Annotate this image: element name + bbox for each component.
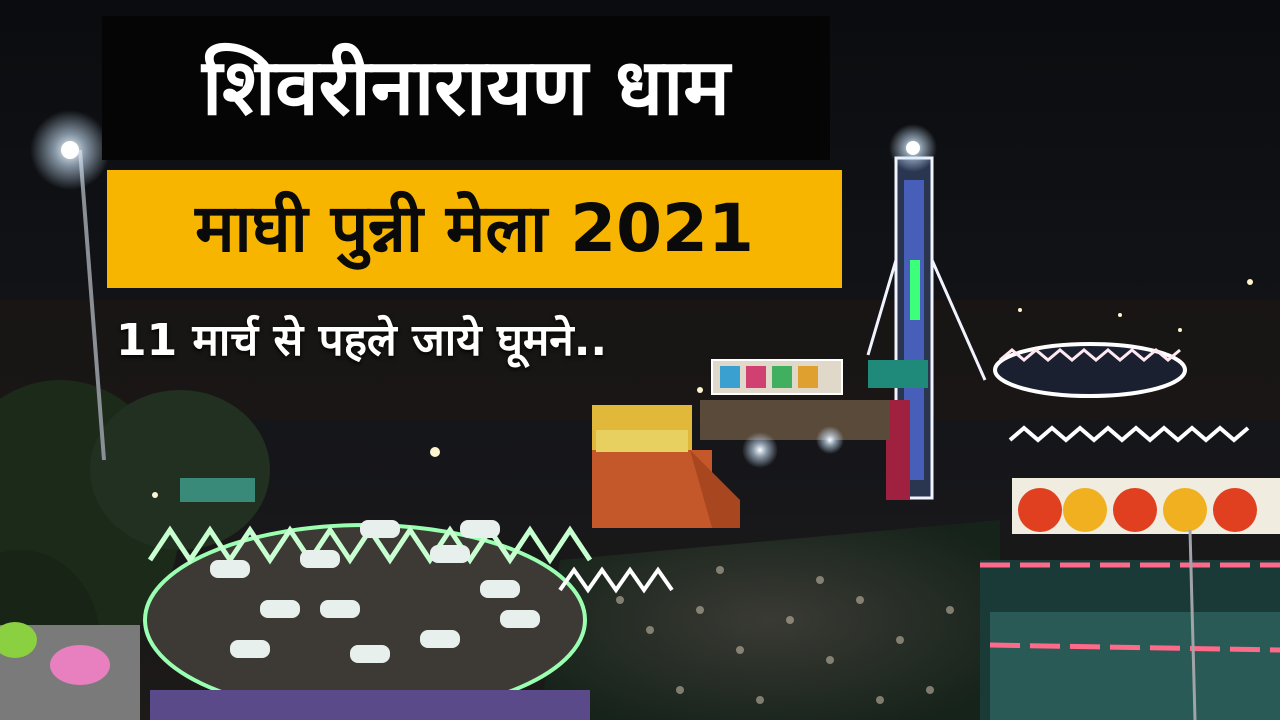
- title-banner: [102, 16, 830, 160]
- tagline-text: 11 मार्च से पहले जाये घूमने..: [116, 315, 608, 366]
- kiddie-ride: [0, 622, 140, 720]
- title-text: शिवरीनारायण धाम: [202, 43, 730, 133]
- subtitle-text: माघी पुन्नी मेला 2021: [195, 190, 754, 267]
- subtitle-banner: [107, 170, 842, 288]
